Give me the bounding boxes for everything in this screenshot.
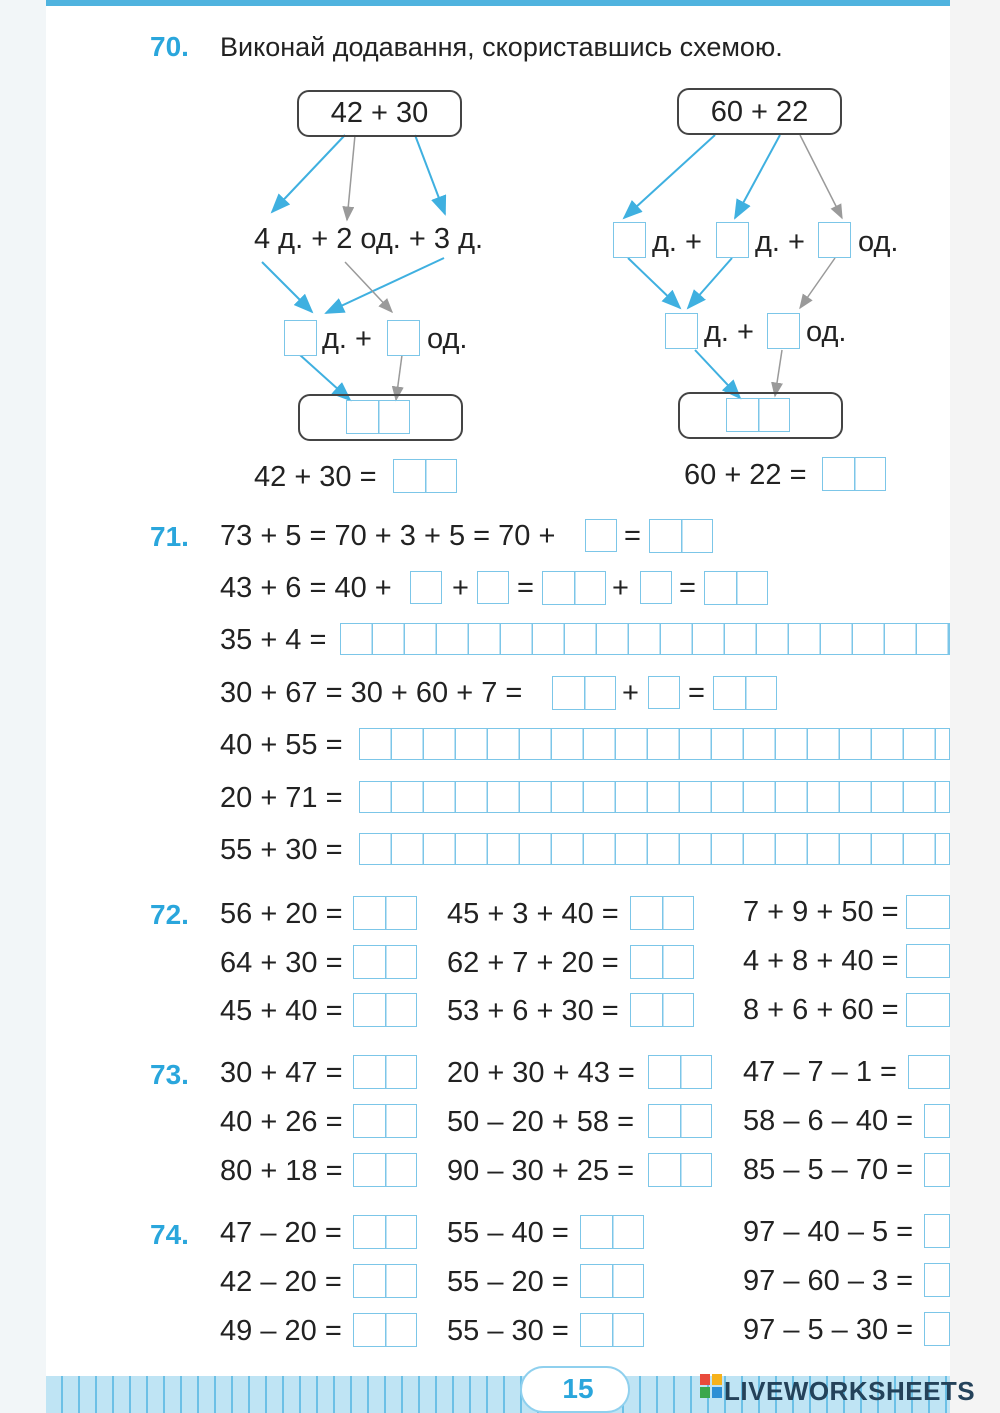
ex71-row1-eq: = [624, 520, 641, 552]
arrow-right-8 [775, 350, 782, 396]
left-scheme-tens-label: д. + [322, 323, 372, 355]
ex72-c1-r2-answer[interactable] [353, 945, 417, 979]
left-scheme-expression: 42 + 30 [330, 97, 429, 129]
arrow-right-5 [688, 258, 732, 308]
ex73-c2-r2-answer[interactable] [648, 1104, 712, 1138]
ex74-c2-r2: 55 – 20 = [447, 1266, 569, 1298]
ex73-c2-r1-answer[interactable] [648, 1055, 712, 1089]
ex73-c1-r3: 80 + 18 = [220, 1155, 343, 1187]
exercise-73-number: 73. [150, 1059, 189, 1090]
ex73-c1-r2-answer[interactable] [353, 1104, 417, 1138]
arrow-right-3 [800, 135, 842, 218]
ex73-c3-r2: 58 – 6 – 40 = [743, 1105, 914, 1137]
page-number: 15 [562, 1373, 594, 1404]
ex72-c3-r3-answer[interactable] [906, 993, 950, 1027]
right-scheme-sum-tens-input[interactable] [665, 313, 698, 349]
ex71-row2-input-4[interactable] [640, 571, 672, 604]
arrow-left-3 [415, 135, 445, 214]
ex71-row2-plus2: + [612, 572, 629, 604]
ex74-c3-r1: 97 – 40 – 5 = [743, 1216, 914, 1248]
ex74-c1-r1: 47 – 20 = [220, 1217, 342, 1249]
left-scheme-ones-label: од. [427, 323, 468, 355]
exercise-70-title: Виконай додавання, скориставшись схемою. [220, 32, 783, 62]
ex72-c2-r3: 53 + 6 + 30 = [447, 995, 619, 1027]
right-scheme-tens2-input[interactable] [716, 222, 749, 258]
ex74-c3-r3: 97 – 5 – 30 = [743, 1314, 914, 1346]
ex73-c1-r1: 30 + 47 = [220, 1057, 343, 1089]
ex71-row6-expr: 20 + 71 = [220, 782, 343, 814]
ex74-c1-r3-answer[interactable] [353, 1313, 417, 1347]
right-scheme-expression: 60 + 22 [710, 96, 809, 128]
arrow-left-1 [272, 135, 345, 212]
right-scheme-ones-input[interactable] [818, 222, 851, 258]
left-scheme-final-expr: 42 + 30 = [254, 461, 377, 493]
ex74-c1-r2-answer[interactable] [353, 1264, 417, 1298]
exercise-71-number: 71. [150, 521, 189, 552]
ex73-c1-r2: 40 + 26 = [220, 1106, 343, 1138]
exercise-70-number: 70. [150, 31, 189, 62]
ex73-c1-r3-answer[interactable] [353, 1153, 417, 1187]
liveworksheets-brand[interactable]: LIVEWORKSHEETS [724, 1376, 976, 1406]
ex72-c2-r2: 62 + 7 + 20 = [447, 947, 619, 979]
ex72-c2-r1: 45 + 3 + 40 = [447, 898, 619, 930]
ex74-c2-r2-answer[interactable] [580, 1264, 644, 1298]
ex72-c1-r1-answer[interactable] [353, 896, 417, 930]
arrow-right-7 [695, 350, 740, 398]
ex71-row2-expr: 43 + 6 = 40 + [220, 572, 392, 604]
ex72-c3-r2: 4 + 8 + 40 = [743, 945, 899, 977]
ex72-c3-r3: 8 + 6 + 60 = [743, 994, 899, 1026]
right-scheme-ones-label: од. [858, 226, 899, 258]
ex71-row1-answer[interactable] [649, 519, 713, 553]
ex71-row1-input-1[interactable] [585, 519, 617, 552]
ex71-row6-answer-strip[interactable] [359, 781, 950, 813]
ex74-c3-r1-answer[interactable] [924, 1214, 950, 1248]
right-scheme-result-input[interactable] [726, 398, 790, 432]
ex71-row2-answer[interactable] [704, 571, 768, 605]
ex73-c2-r3-answer[interactable] [648, 1153, 712, 1187]
ex71-row3-answer-strip[interactable] [340, 623, 950, 655]
right-scheme-sum-ones-label: од. [806, 316, 847, 348]
liveworksheets-logo-icon [700, 1374, 722, 1398]
left-scheme-final-input[interactable] [393, 459, 457, 493]
ex71-row4-input-2[interactable] [648, 676, 680, 709]
ex73-c1-r1-answer[interactable] [353, 1055, 417, 1089]
ex72-c3-r1-answer[interactable] [906, 895, 950, 929]
ex71-row4-input-1[interactable] [552, 676, 616, 710]
ex72-c1-r3-answer[interactable] [353, 993, 417, 1027]
left-scheme-tens-input[interactable] [284, 320, 317, 356]
right-scheme-tens1-label: д. + [652, 226, 702, 258]
ex74-c1-r1-answer[interactable] [353, 1215, 417, 1249]
ex74-c1-r3: 49 – 20 = [220, 1315, 342, 1347]
arrow-right-6 [800, 258, 835, 308]
right-scheme-tens1-input[interactable] [613, 222, 646, 258]
ex74-c2-r1: 55 – 40 = [447, 1217, 569, 1249]
ex71-row4-plus: + [622, 677, 639, 709]
arrow-right-1 [624, 135, 715, 218]
ex74-c3-r2: 97 – 60 – 3 = [743, 1265, 914, 1297]
right-scheme-final-expr: 60 + 22 = [684, 459, 807, 491]
ex71-row4-eq: = [688, 677, 705, 709]
ex71-row2-eq2: = [679, 572, 696, 604]
ex71-row2-input-2[interactable] [477, 571, 509, 604]
ex72-c1-r2: 64 + 30 = [220, 947, 343, 979]
ex73-c3-r3-answer[interactable] [924, 1153, 950, 1187]
arrow-left-2 [347, 135, 355, 220]
ex71-row7-expr: 55 + 30 = [220, 834, 343, 866]
right-scheme-sum-ones-input[interactable] [767, 313, 800, 349]
ex74-c2-r3: 55 – 30 = [447, 1315, 569, 1347]
ex71-row2-input-1[interactable] [410, 571, 442, 604]
ex71-row2-plus1: + [452, 572, 469, 604]
ex74-c2-r1-answer[interactable] [580, 1215, 644, 1249]
ex73-c2-r2: 50 – 20 + 58 = [447, 1106, 635, 1138]
ex72-c2-r2-answer[interactable] [630, 945, 694, 979]
exercise-72-number: 72. [150, 899, 189, 930]
ex73-c3-r1: 47 – 7 – 1 = [743, 1056, 897, 1088]
ex71-row2-input-3[interactable] [542, 571, 606, 605]
ex74-c3-r3-answer[interactable] [924, 1312, 950, 1346]
ex71-row4-expr: 30 + 67 = 30 + 60 + 7 = [220, 677, 523, 709]
ex74-c2-r3-answer[interactable] [580, 1313, 644, 1347]
ex71-row3-expr: 35 + 4 = [220, 624, 327, 656]
arrow-left-6 [345, 262, 392, 312]
ex71-row5-expr: 40 + 55 = [220, 729, 343, 761]
ex72-c3-r1: 7 + 9 + 50 = [743, 896, 899, 928]
ex72-c1-r1: 56 + 20 = [220, 898, 343, 930]
left-scheme-ones-input[interactable] [387, 320, 420, 356]
right-scheme-sum-tens-label: д. + [704, 316, 754, 348]
ex71-row4-answer[interactable] [713, 676, 777, 710]
ex71-row1-expr: 73 + 5 = 70 + 3 + 5 = 70 + [220, 520, 556, 552]
left-scheme-split: 4 д. + 2 од. + 3 д. [254, 223, 484, 255]
ex72-c1-r3: 45 + 40 = [220, 995, 343, 1027]
exercise-74-number: 74. [150, 1219, 189, 1250]
ex72-c2-r3-answer[interactable] [630, 993, 694, 1027]
right-scheme-final-input[interactable] [822, 457, 886, 491]
ex72-c2-r1-answer[interactable] [630, 896, 694, 930]
ex73-c3-r3: 85 – 5 – 70 = [743, 1154, 914, 1186]
ex74-c1-r2: 42 – 20 = [220, 1266, 342, 1298]
arrow-right-2 [735, 135, 780, 218]
right-scheme-tens2-label: д. + [755, 226, 805, 258]
ex73-c3-r2-answer[interactable] [924, 1104, 950, 1138]
arrow-left-4 [262, 262, 312, 312]
left-scheme-result-input[interactable] [346, 400, 410, 434]
arrow-right-4 [628, 258, 680, 308]
ex74-c3-r2-answer[interactable] [924, 1263, 950, 1297]
exercise-70-scheme-arrows [0, 0, 1000, 520]
ex71-row7-answer-strip[interactable] [359, 833, 950, 865]
ex73-c3-r1-answer[interactable] [908, 1055, 950, 1089]
ex73-c2-r1: 20 + 30 + 43 = [447, 1057, 635, 1089]
ex73-c2-r3: 90 – 30 + 25 = [447, 1155, 635, 1187]
ex71-row5-answer-strip[interactable] [359, 728, 950, 760]
ex72-c3-r2-answer[interactable] [906, 944, 950, 978]
ex71-row2-eq1: = [517, 572, 534, 604]
